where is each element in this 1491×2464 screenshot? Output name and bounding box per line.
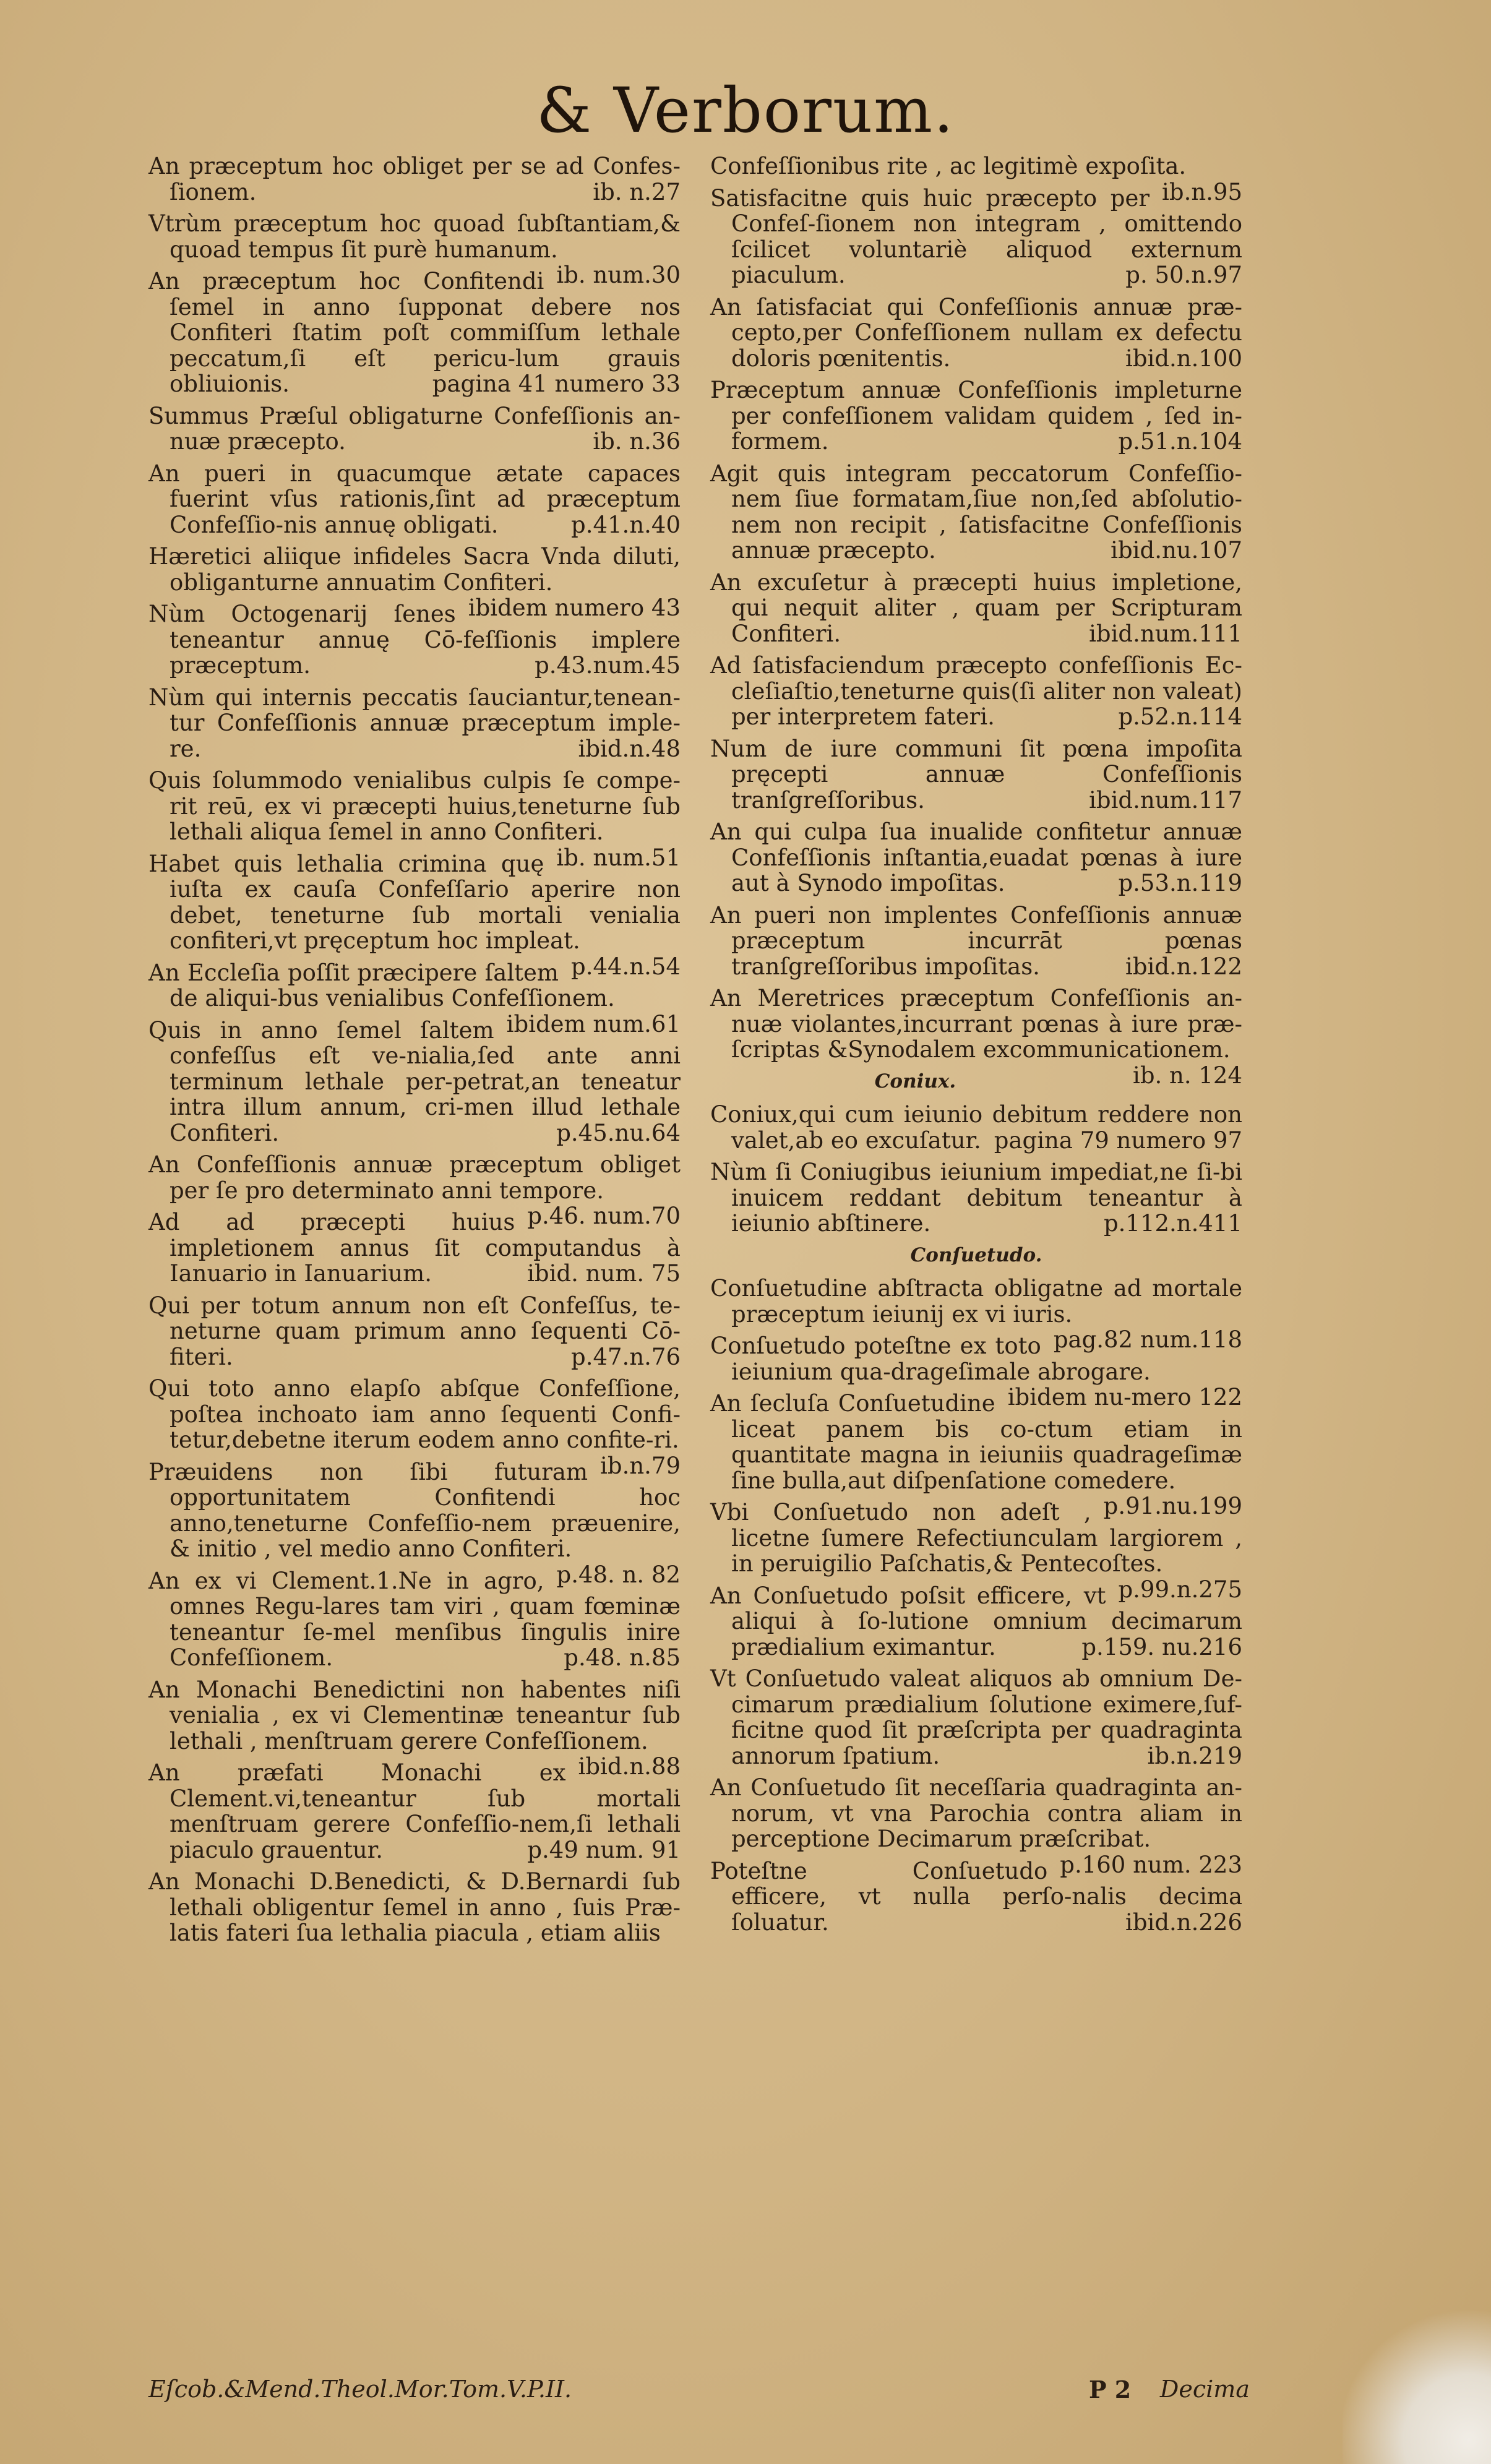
entry-reference: p.91.nu.199 [1103, 1493, 1242, 1519]
page-header: & Verborum. [536, 74, 955, 147]
left-column [148, 153, 681, 1952]
entry-reference: ibid.n.226 [1125, 1908, 1242, 1936]
entry-text: Nùm Octogenarij ſenes teneantur annuę Cō-feſſionis implere præceptum. [148, 601, 681, 679]
gathering-mark: P 2 [1089, 2376, 1132, 2403]
entry-text: An Confeſſionis annuæ præceptum obliget per ſe pro determinato anni tempore. [148, 1151, 681, 1204]
entry-text: Quis ſolummodo venialibus culpis ſe compe-rit reū, ex vi præcepti huius,teneturne ſub lethali aliqua ſemel in anno Confiteri. [148, 767, 681, 845]
index-entry [710, 294, 1242, 372]
entry-text: Summus Præſul obligaturne Confeſſionis an-nuæ præcepto. [148, 402, 681, 455]
index-entry [148, 1676, 681, 1780]
catchword: Decima [1159, 2376, 1250, 2403]
index-entry [148, 153, 681, 205]
section-heading-consuetudo: Conſuetudo. [910, 1243, 1042, 1266]
entry-reference: ib. n.36 [593, 428, 681, 455]
index-entry [710, 570, 1242, 647]
entry-text: Nùm qui internis peccatis ſauciantur,tenean-tur Confeſſionis annuæ præceptum imple-re. [148, 684, 681, 762]
entry-reference: pagina 79 numero 97 [994, 1127, 1242, 1154]
entry-text: An ſecluſa Conſuetudine liceat panem bis co-ctum etiam in quantitate magna in ieiuniis quadrageſimæ ſine bulla,aut diſpenſatione comedere. [710, 1390, 1242, 1494]
index-entry [710, 377, 1242, 455]
entry-text: An pueri non implentes Confeſſionis annuæ præceptum incurrāt pœnas tranſgreſſoribus impoſitas. [710, 901, 1242, 980]
index-entry [148, 543, 681, 621]
entry-reference: ib.n.79 [600, 1452, 681, 1479]
entry-text: Agit quis integram peccatorum Confeſſio-nem ſiue formatam,ſiue non,ſed abſolutio-nem non recipit , ſatisfacitne Confeſſionis annuæ præcepto. [710, 460, 1242, 564]
entry-text: Qui toto anno elapſo abſque Confeſſione, poſtea inchoato iam anno ſequenti Confi-tetur,debetne iterum eodem anno confite-ri. [148, 1375, 681, 1453]
index-entry [710, 153, 1242, 205]
index-entry [710, 1275, 1242, 1353]
entry-text: An Eccleſia poſſit præcipere ſaltem de aliqui-bus venialibus Confeſſionem. [148, 959, 615, 1011]
entry-reference: p.52.n.114 [1118, 703, 1242, 730]
entry-text: An qui culpa ſua inualide confitetur annuæ Confeſſionis inſtantia,euadat pœnas à iure aut à Synodo impoſitas. [710, 818, 1242, 896]
entry-text: Satisfacitne quis huic præcepto per Confeſ-ſionem non integram , omittendo ſcilicet voluntariè aliquod externum piaculum. [710, 184, 1242, 288]
index-entry [710, 736, 1242, 813]
entry-text: Habet quis lethalia crimina quę iuſta ex cauſa Confeſſario aperire non debet, teneturne ſub mortali venialia confiteri,vt pręceptum hoc impleat. [148, 850, 681, 954]
index-entry [710, 1159, 1242, 1237]
index-entry [148, 461, 681, 538]
entry-reference: ib.n.219 [1147, 1742, 1242, 1769]
entry-text: Vbi Conſuetudo non adeſt , licetne ſumere Refectiunculam largiorem , in peruigilio Paſchatis,& Pentecoſtes. [710, 1499, 1242, 1577]
entry-reference: ib.n.95 [1162, 178, 1242, 205]
entry-reference: p.53.n.119 [1118, 870, 1242, 896]
entry-reference: pagina 41 numero 33 [432, 371, 681, 397]
entry-reference: p.41.n.40 [571, 511, 681, 538]
entry-reference: ibidem numero 43 [468, 595, 681, 621]
entry-reference: p.48. n. 82 [556, 1561, 681, 1588]
entry-text: An Monachi Benedictini non habentes niſi venialia , ex vi Clementinæ teneantur ſub lethali , menſtruam gerere Confeſſionem. [148, 1676, 681, 1754]
entry-text: An Monachi D.Benedicti, & D.Bernardi ſub lethali obligentur ſemel in anno , ſuis Præ-latis fateri ſua lethalia piacula , etiam aliis [148, 1868, 681, 1946]
entry-text: An præfati Monachi ex Clement.vi,teneantur ſub mortali menſtruam gerere Confeſſio-nem,ſi lethali piaculo grauentur. [148, 1759, 681, 1863]
entry-text: An pueri in quacumque ætate capaces fuerint vſus rationis,ſint ad præceptum Confeſſio-nis annuę obligati. [148, 460, 681, 538]
entry-reference: ibid.n.100 [1125, 345, 1242, 372]
entry-text: Quis in anno ſemel ſaltem confeſſus eſt ve-nialia,ſed ante anni terminum lethale per-petrat,an teneatur intra illum annum, cri-men illud lethale Confiteri. [148, 1016, 681, 1146]
index-entry [148, 1375, 681, 1479]
index-entry [710, 461, 1242, 564]
entry-reference: p.159. nu.216 [1081, 1633, 1242, 1660]
entry-reference: p.48. n.85 [564, 1644, 681, 1671]
entry-text: An præceptum hoc obliget per se ad Confes-ſionem. [148, 153, 681, 205]
entry-text: An Conſuetudo poſsit efficere, vt aliqui à ſo-lutione omnium decimarum prædialium eximantur. [710, 1582, 1242, 1660]
entry-reference: ibid.num.117 [1089, 786, 1242, 813]
entry-text: An Meretrices præceptum Confeſſionis an-nuæ violantes,incurrant pœnas à iure præ-ſcriptas &Synodalem excommunicationem. [710, 985, 1242, 1063]
entry-text: Conſuetudine abſtracta obligatne ad mortale præceptum ieiunij ex vi iuris. [710, 1275, 1242, 1328]
entry-reference: p.43.num.45 [535, 652, 681, 679]
entry-text: Num de iure communi ſit pœna impoſita pręcepti annuæ Confeſſionis tranſgreſſoribus. [710, 735, 1242, 813]
entry-text: Ad ad præcepti huius impletionem annus ſit computandus à Ianuario in Ianuarium. [148, 1209, 681, 1287]
entry-reference: ib. num.30 [556, 262, 681, 288]
index-entry [148, 1293, 681, 1370]
index-entry [710, 653, 1242, 730]
entry-text: Præceptum annuæ Confeſſionis impleturne per confeſſionem validam quidem , ſed in-formem. [710, 377, 1242, 455]
entry-reference: p.51.n.104 [1118, 428, 1242, 455]
entry-reference: p.44.n.54 [571, 953, 681, 980]
index-entry [148, 210, 681, 288]
entry-reference: ibid.n.122 [1125, 953, 1242, 980]
entry-reference: ibidem num.61 [506, 1010, 681, 1037]
entry-reference: p.47.n.76 [571, 1343, 681, 1370]
entry-text: Vtrùm præceptum hoc quoad ſubſtantiam,& quoad tempus ſit purè humanum. [148, 210, 681, 263]
index-entry [148, 403, 681, 455]
entry-text: Poteſtne Conſuetudo efficere, vt nulla perſo-nalis decima ſoluatur. [710, 1857, 1242, 1936]
section-heading-coniux: Coniux. [874, 1070, 956, 1092]
coniux-entries [710, 1102, 1242, 1237]
entry-text: An Conſuetudo ſit neceſſaria quadraginta an-norum, vt vna Parochia contra aliam in perceptione Decimarum præſcribat. [710, 1774, 1242, 1852]
entry-text: An ex vi Clement.1.Ne in agro, omnes Regu-lares tam viri , quam fœminæ teneantur ſe-mel menſibus ſingulis inire Confeſſionem. [148, 1567, 681, 1671]
entry-reference: ib. n.27 [593, 178, 681, 205]
entry-reference: p.99.n.275 [1118, 1576, 1242, 1603]
entry-text: An excuſetur à præcepti huius impletione, qui nequit aliter , quam per Scripturam Confiteri. [710, 569, 1242, 647]
entry-text: An præceptum hoc Confitendi ſemel in anno ſupponat debere nos Confiteri ſtatim poſt commiſſum lethale peccatum,ſi eſt pericu-lum grauis obliuionis. [148, 268, 681, 397]
signature-line: Eſcob.&Mend.Theol.Mor.Tom.V.P.II. [148, 2376, 572, 2403]
entry-reference: ib. n. 124 [1132, 1062, 1242, 1089]
entry-reference: p.112.n.411 [1103, 1210, 1242, 1237]
consuetudo-entries [710, 1276, 1242, 1935]
entry-reference: p.46. num.70 [527, 1203, 681, 1229]
entry-reference: ibidem nu-mero 122 [1007, 1384, 1242, 1410]
index-entry [710, 903, 1242, 980]
entry-reference: ibid. num. 75 [527, 1260, 681, 1287]
entry-text: Qui per totum annum non eſt Confeſſus, te-neturne quam primum anno ſequenti Cō-fiteri. [148, 1292, 681, 1370]
entry-reference: p. 50.n.97 [1125, 262, 1242, 288]
index-entry [148, 767, 681, 871]
index-entry [710, 1102, 1242, 1153]
index-entry [710, 819, 1242, 896]
entry-text: Coniux,qui cum ieiunio debitum reddere non valet,ab eo excuſatur. [710, 1101, 1242, 1154]
entry-reference: ibid.n.88 [578, 1753, 681, 1780]
entry-text: Hæretici aliique infideles Sacra Vnda diluti, obliganturne annuatim Confiteri. [148, 543, 681, 596]
entry-reference: ib. num.51 [556, 844, 681, 871]
index-entry [710, 1666, 1242, 1769]
entry-text: Nùm ſi Coniugibus ieiunium impediat,ne ſi-bi inuicem reddant debitum teneantur à ieiunio abſtinere. [710, 1159, 1242, 1237]
entry-reference: p.160 num. 223 [1060, 1851, 1242, 1878]
index-entry [148, 685, 681, 762]
entry-text: Ad ſatisfaciendum præcepto confeſſionis Ec-cleſiaſtio,teneturne quis(ſi aliter non valeat) per interpretem fateri. [710, 652, 1242, 730]
index-entry [148, 1869, 681, 1946]
index-entry [148, 1151, 681, 1229]
entry-text: Præuidens non ſibi futuram opportunitatem Confitendi hoc anno,teneturne Confeſſio-nem præuenire, & initio , vel medio anno Confiteri. [148, 1458, 681, 1562]
entry-reference: p.45.nu.64 [556, 1119, 681, 1146]
entry-text: Confeſſionibus rite , ac legitimè expoſita. [710, 153, 1187, 179]
right-column [710, 153, 1242, 1941]
entry-text: Conſuetudo poteſtne ex toto ieiunium qua-drageſimale abrogare. [710, 1333, 1151, 1385]
entry-reference: ibid.n.48 [578, 735, 681, 762]
page-stain [1343, 2303, 1491, 2464]
entry-text: An ſatisfaciat qui Confeſſionis annuæ præ-cepto,per Confeſſionem nullam ex defectu doloris pœnitentis. [710, 293, 1242, 372]
index-entry [710, 1774, 1242, 1878]
page-footer [148, 2376, 1250, 2406]
entry-reference: p.49 num. 91 [527, 1836, 681, 1863]
entry-reference: ibid.nu.107 [1111, 537, 1242, 564]
entry-reference: pag.82 num.118 [1053, 1326, 1242, 1353]
entry-reference: ibid.num.111 [1089, 620, 1242, 647]
entry-text: Vt Conſuetudo valeat aliquos ab omnium De-cimarum prædialium ſolutione eximere,ſuf-ficitne quod ſit præſcripta per quadraginta annorum ſpatium. [710, 1665, 1242, 1769]
